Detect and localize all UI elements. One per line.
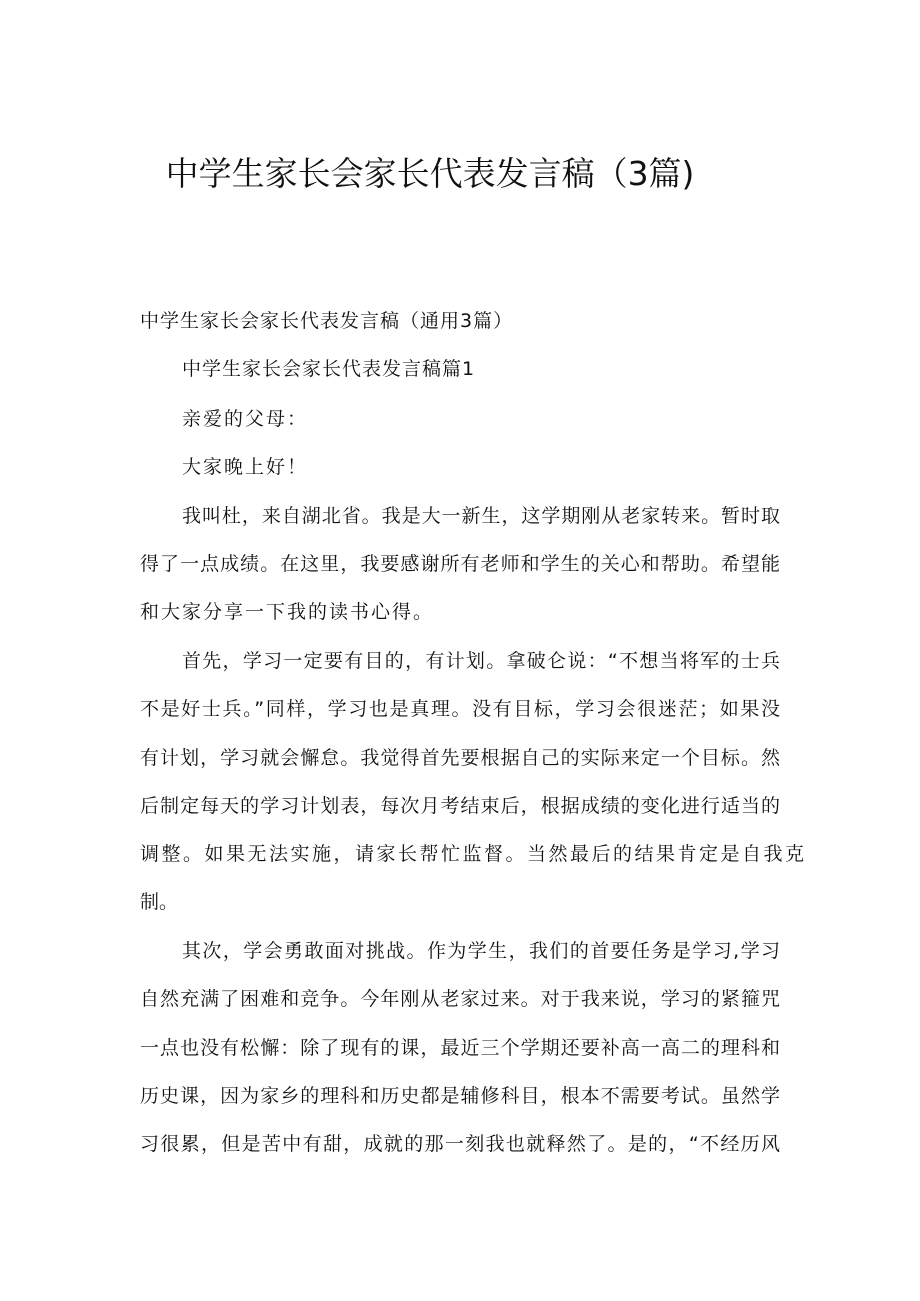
paragraph-line: 自然充满了困难和竞争。今年刚从老家过来。对于我来说，学习的紧箍咒 <box>140 988 780 1010</box>
document-subtitle: 中学生家长会家长代表发言稿（通用3篇） <box>140 310 514 332</box>
paragraph-line: 其次，学会勇敢面对挑战。作为学生，我们的首要任务是学习,学习 <box>182 940 780 962</box>
paragraph-line: 后制定每天的学习计划表，每次月考结束后，根据成绩的变化进行适当的 <box>140 795 780 817</box>
paragraph-line: 不是好士兵。”同样，学习也是真理。没有目标，学习会很迷茫；如果没 <box>140 698 780 720</box>
paragraph-line: 有计划，学习就会懈怠。我觉得首先要根据自己的实际来定一个目标。然 <box>140 747 780 769</box>
paragraph-line: 制。 <box>140 891 179 913</box>
paragraph-line: 调整。如果无法实施，请家长帮忙监督。当然最后的结果肯定是自我克 <box>140 843 807 865</box>
paragraph-line: 我叫杜，来自湖北省。我是大一新生，这学期刚从老家转来。暂时取 <box>182 505 780 527</box>
paragraph-line: 得了一点成绩。在这里，我要感谢所有老师和学生的关心和帮助。希望能 <box>140 553 780 575</box>
paragraph-line: 历史课，因为家乡的理科和历史都是辅修科目，根本不需要考试。虽然学 <box>140 1085 780 1107</box>
paragraph-line: 首先，学习一定要有目的，有计划。拿破仑说：“不想当将军的士兵 <box>182 650 780 672</box>
salutation: 亲爱的父母： <box>182 408 309 430</box>
paragraph-line: 习很累，但是苦中有甜，成就的那一刻我也就释然了。是的，“不经历风 <box>140 1133 780 1155</box>
greeting: 大家晚上好！ <box>182 456 309 478</box>
paragraph-line: 和大家分享一下我的读书心得。 <box>140 601 435 623</box>
paragraph-line: 一点也没有松懈：除了现有的课，最近三个学期还要补高一高二的理科和 <box>140 1037 780 1059</box>
section-heading: 中学生家长会家长代表发言稿篇1 <box>182 358 476 380</box>
document-title: 中学生家长会家长代表发言稿（3篇) <box>165 154 695 193</box>
